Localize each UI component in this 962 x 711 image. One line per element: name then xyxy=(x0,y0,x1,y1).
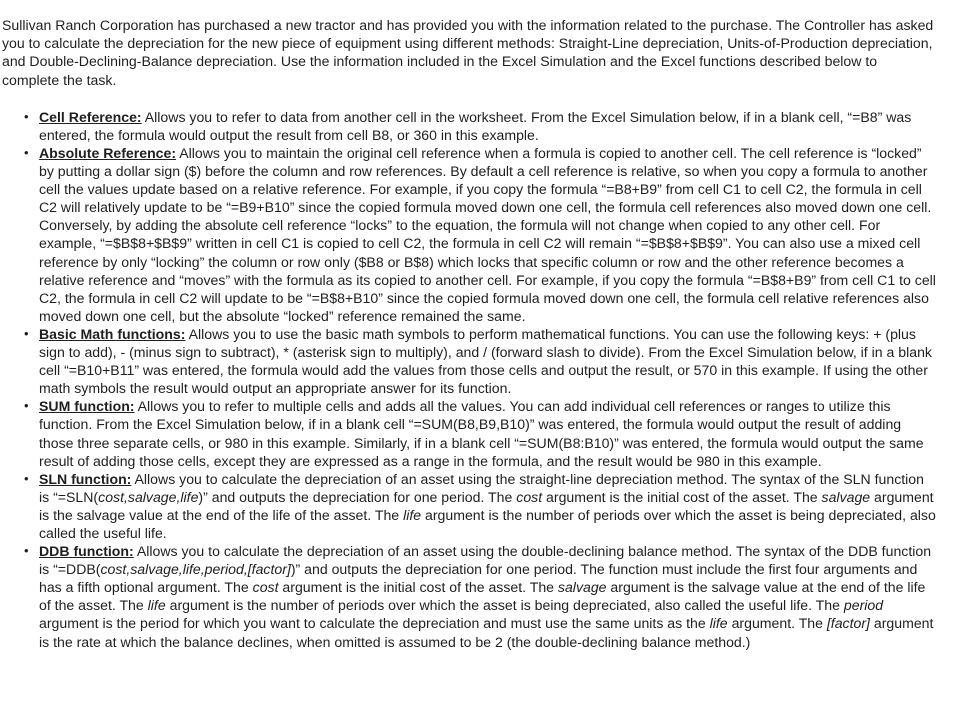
function-list xyxy=(2,108,938,651)
list-item-sum-function xyxy=(39,397,938,469)
ddb-arg-life-units: life xyxy=(709,615,728,632)
description-basic-math: Allows you to use the basic math symbols to perform mathematical functions. You can use the following keys: + (plus sign to add), - (minus sign to subtract), * (asterisk sign to multiply), and / (forward slash to divide). From the Excel Simulation below, if in a blank cell “=B10+B11” was entered, the formula would add the values from those cells and output the result, or 570 in this example. If using the other math symbols the result would output an appropriate answer for its function. xyxy=(39,325,932,397)
ddb-syntax-args: cost,salvage,life,period,[factor] xyxy=(100,561,291,578)
ddb-text-c: argument is the initial cost of the asset. The xyxy=(278,579,558,596)
ddb-arg-cost: cost xyxy=(252,579,279,596)
list-item-basic-math xyxy=(39,325,938,397)
ddb-arg-factor: [factor] xyxy=(826,615,870,632)
term-absolute-reference: Absolute Reference: xyxy=(39,145,177,161)
ddb-text-b: )” and outputs the depreciation for one period. The function must include the first four arguments and has a fifth optional argument. The xyxy=(39,561,918,596)
ddb-text-h: argument is the rate at which the balance declines, when omitted is assumed to be 2 (the double-declining balance method.) xyxy=(39,615,934,650)
description-absolute-reference: Allows you to maintain the original cell reference when a formula is copied to another cell. The cell reference is “locked” by putting a dollar sign ($) before the column and row references. By default a cell reference is relative, so when you copy a formula to another cell the values update based on a relative reference. For example, if you copy the formula “=B8+B9” from cell C1 to cell C2, the formula in cell C2 will relatively update to be “=B9+B10” since the copied formula moved down one cell, the formula cell references also moved down one cell. Conversely, by adding the absolute cell reference “locks” to the equation, the formula will not change when copied to any other cell. For example, “=$B$8+$B$9” written in cell C1 is copied to cell C2, the formula in cell C2 will remain “=$B$8+$B$9”. You can also use a mixed cell reference by only “locking” the column or row only ($B8 or B$8) which locks that specific column or row and the other reference becomes a relative reference and “moves” with the formula as its copied to another cell. For example, if you copy the formula “=B$8+B9” from cell C1 to cell C2, the formula in cell C2 will update to be “=B$8+B10” since the copied formula moved down one cell, the formula cell relative references also moved down one cell, but the absolute “locked” reference remained the same. xyxy=(39,145,936,324)
ddb-text-e: argument is the number of periods over which the asset is being depreciated, also called the useful life. The xyxy=(165,597,844,614)
ddb-arg-life: life xyxy=(147,597,166,614)
sln-text-d: argument is the salvage value at the end of the life of the asset. The xyxy=(39,488,934,523)
term-cell-reference: Cell Reference: xyxy=(39,108,142,125)
ddb-text-g: argument. The xyxy=(727,615,827,632)
description-cell-reference: Allows you to refer to data from another cell in the worksheet. From the Excel Simulation below, if in a blank cell, “=B8” was entered, the formula would output the result from cell B8, or 360 in this example. xyxy=(39,108,912,143)
intro-paragraph: Sullivan Ranch Corporation has purchased a new tractor and has provided you with the information related to the purchase. The Controller has asked you to calculate the depreciation for the new piece of equipment using different methods: Straight-Line depreciation, Units-of-Production depreciation, and Double-Declining-Balance depreciation. Use the information included in the Excel Simulation and the Excel functions described below to complete the task. xyxy=(2,17,934,88)
term-ddb-function: DDB function: xyxy=(39,543,134,560)
list-item-cell-reference xyxy=(39,108,938,144)
sln-arg-cost: cost xyxy=(516,488,543,505)
term-sum-function: SUM function: xyxy=(39,398,135,415)
ddb-arg-salvage: salvage xyxy=(557,579,607,596)
sln-text-e: argument is the number of periods over which the asset is being depreciated, also called the useful life. xyxy=(39,506,936,541)
term-sln-function: SLN function: xyxy=(39,470,132,487)
sln-syntax-args: cost,salvage,life xyxy=(98,488,199,505)
list-item-sln-function xyxy=(39,470,938,542)
description-sum-function: Allows you to refer to multiple cells and adds all the values. You can add individual cell references or ranges to utilize this function. From the Excel Simulation below, if in a blank cell “=SUM(B8,B9,B10)” was entered, the formula would output the result of adding those three separate cells, or 980 in this example. Similarly, if in a blank cell “=SUM(B8:B10)” was entered, the formula would output the same result of adding those cells, except they are expressed as a range in the formula, and the result would be 980 in this example. xyxy=(39,398,924,469)
ddb-text-f: argument is the period for which you want to calculate the depreciation and must use the same units as the xyxy=(39,615,710,632)
list-item-ddb-function xyxy=(39,542,938,651)
list-item-absolute-reference xyxy=(39,144,938,325)
term-basic-math: Basic Math functions: xyxy=(39,325,186,342)
sln-text-c: argument is the initial cost of the asset. The xyxy=(542,488,822,505)
sln-arg-life: life xyxy=(403,506,422,523)
sln-text-a: Allows you to calculate the depreciation of an asset using the straight-line depreciation method. The syntax of the SLN function is “=SLN( xyxy=(39,470,924,505)
ddb-text-d: argument is the salvage value at the end of the life of the asset. The xyxy=(39,579,926,614)
sln-text-b: )” and outputs the depreciation for one period. The xyxy=(198,488,517,505)
sln-arg-salvage: salvage xyxy=(821,488,871,505)
ddb-text-a: Allows you to calculate the depreciation of an asset using the double-declining balance method. The syntax of the DDB function is “=DDB( xyxy=(39,543,932,578)
ddb-arg-period: period xyxy=(843,597,884,614)
